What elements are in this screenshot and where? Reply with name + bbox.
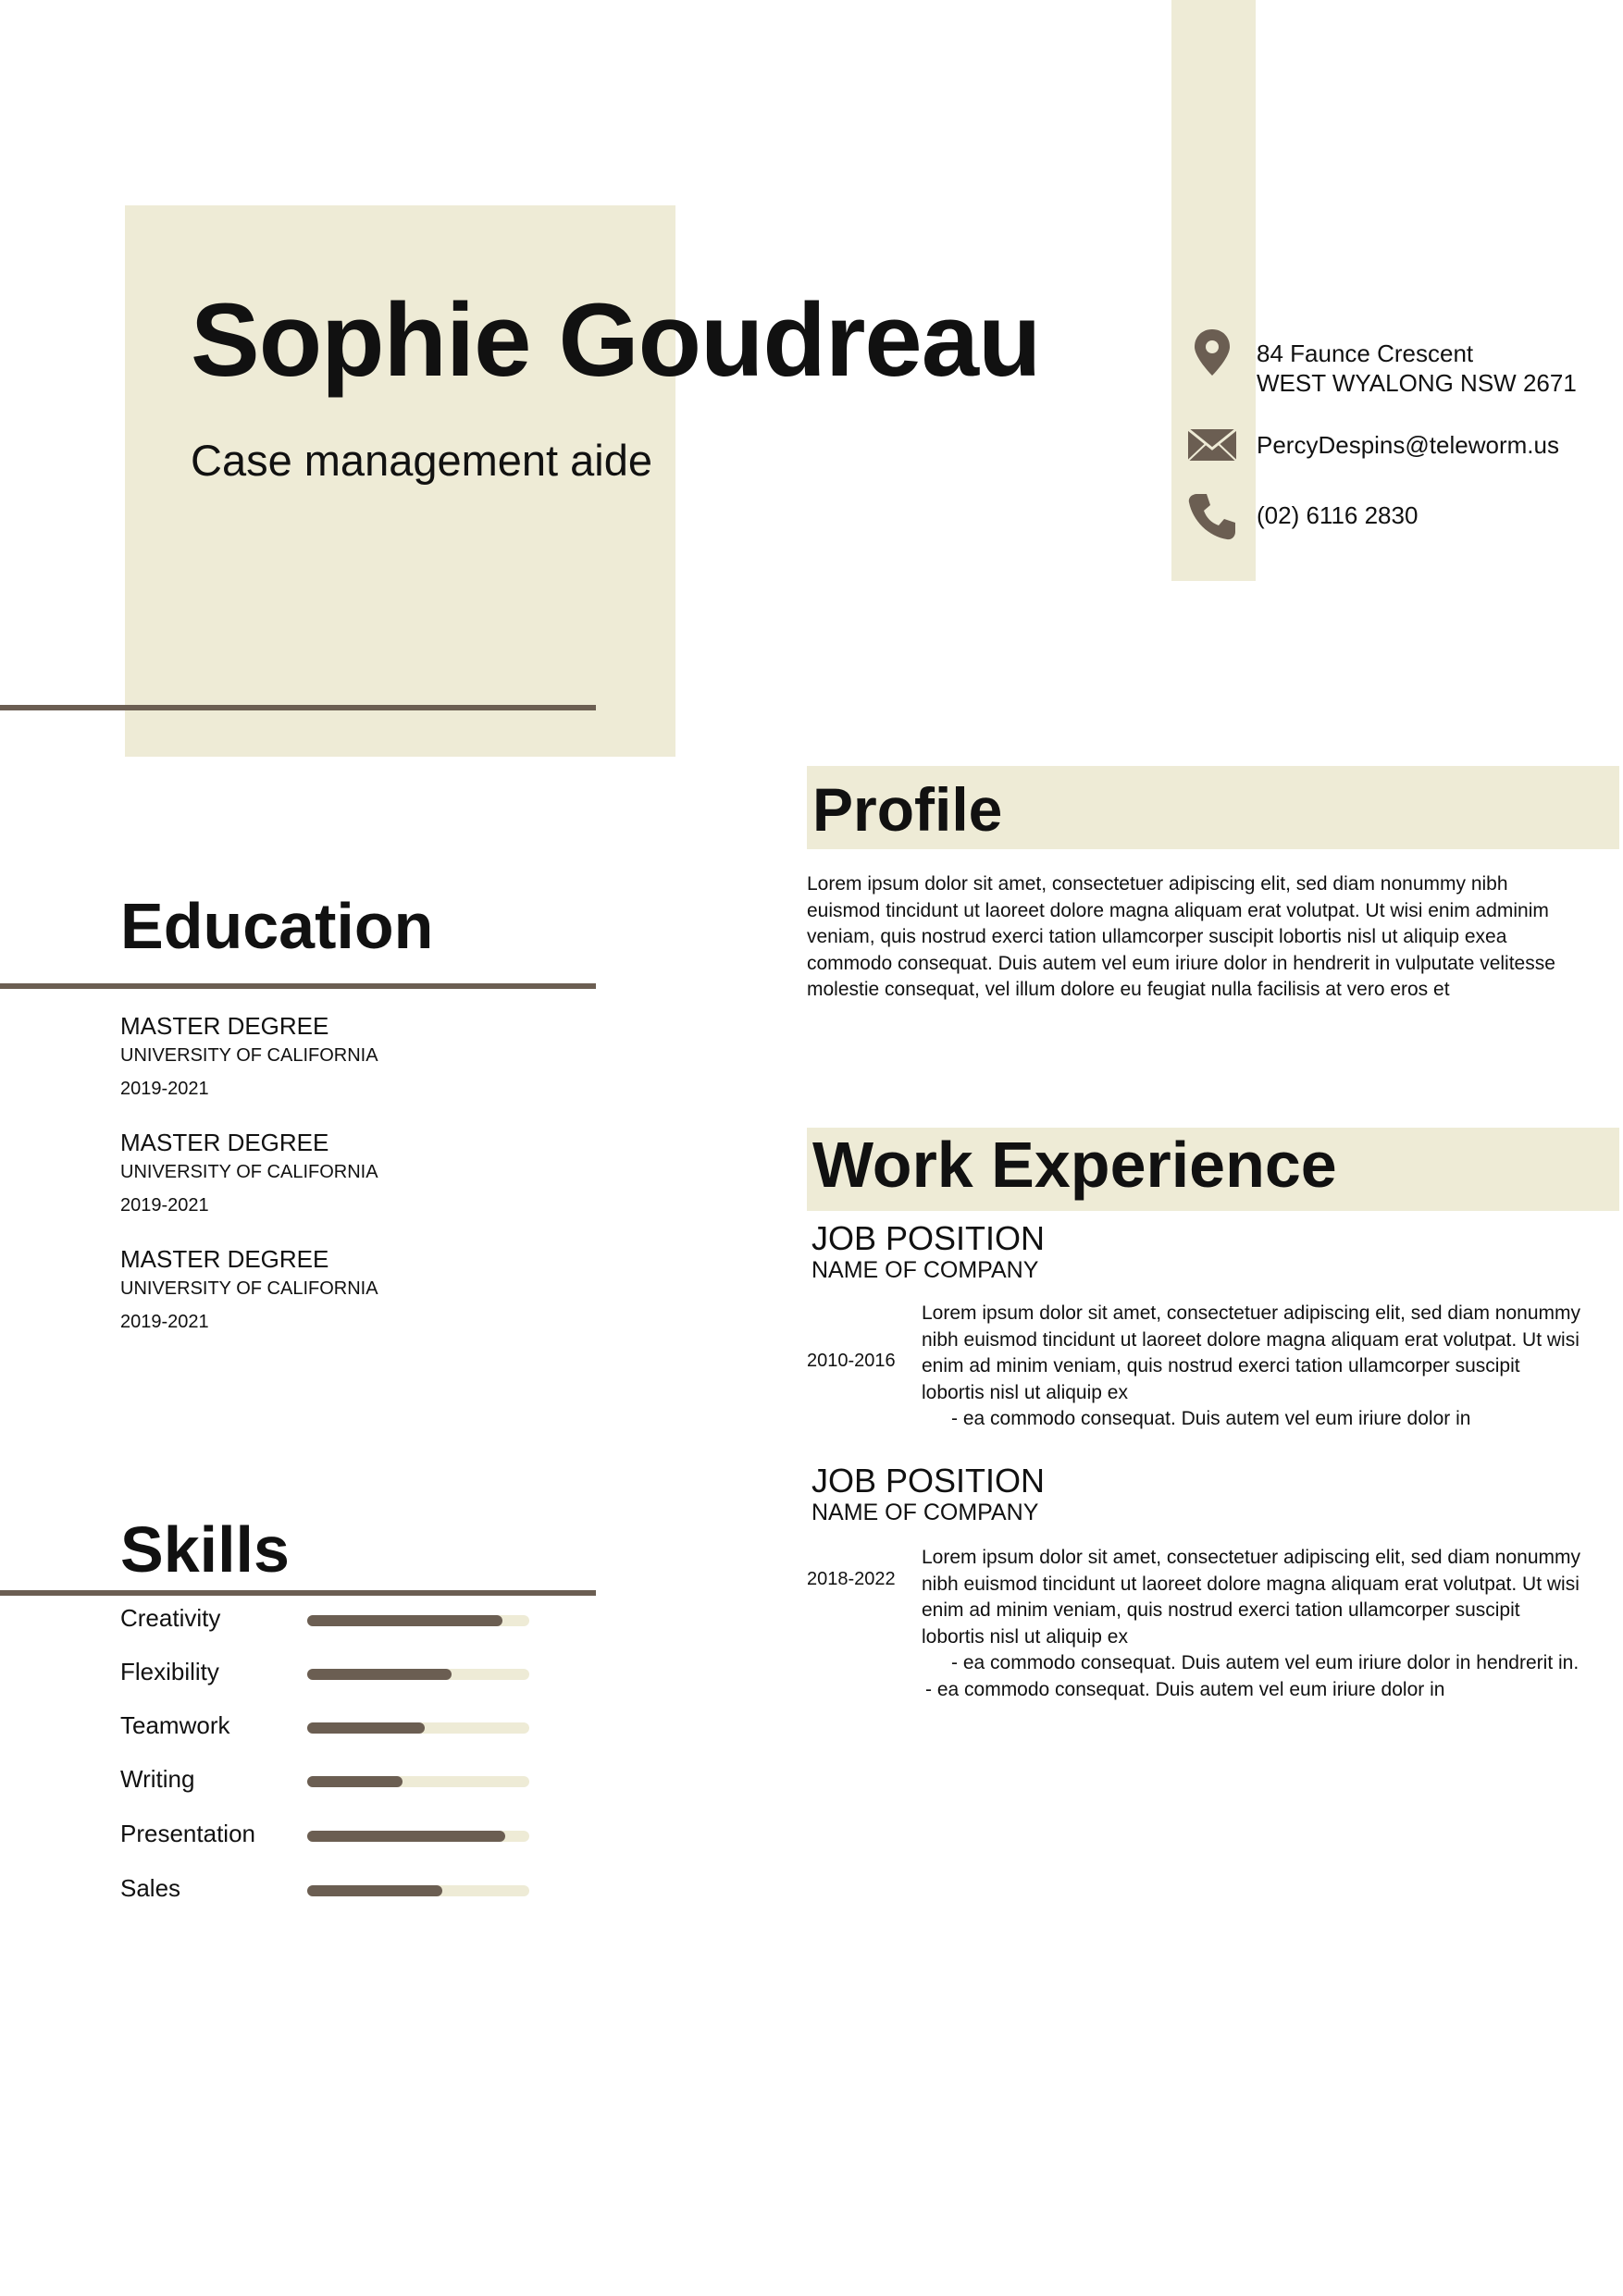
skill-name: Presentation (120, 1820, 255, 1847)
job-bullet: - ea commodo consequat. Duis autem vel eum iriure dolor in hendrerit in. (951, 1652, 1580, 1673)
skill-row (120, 1656, 546, 1693)
skill-row (120, 1872, 546, 1909)
skill-bar (307, 1669, 529, 1680)
education-heading: Education (120, 890, 434, 962)
skill-bar-fill (307, 1615, 502, 1626)
skill-name: Creativity (120, 1604, 221, 1632)
profile-text: Lorem ipsum dolor sit amet, consectetuer adipiscing elit, sed diam nonummy nibh euismod tincidunt ut laoreet dolore magna aliquam erat volutpat. Ut wisi enim adminim veniam, quis nostrud exerci tation ullamcorper suscipit lobortis nisl ut aliquip exea commodo consequat. Duis autem vel eum iriure dolor in hendrerit in vulputate velitesse molestie consequat, vel illum dolore eu feugiat nulla facilisis at vero eros et (807, 873, 1555, 1000)
phone-icon (1184, 488, 1240, 544)
education-item (120, 1010, 378, 1103)
envelope-icon (1184, 416, 1240, 472)
education-item (120, 1243, 378, 1336)
skill-bar (307, 1831, 529, 1842)
skill-bar (307, 1615, 529, 1626)
phone-number[interactable]: (02) 6116 2830 (1257, 501, 1419, 529)
education-school: UNIVERSITY OF CALIFORNIA (120, 1162, 378, 1182)
job-years: 2010-2016 (807, 1351, 896, 1371)
skill-row (120, 1710, 546, 1747)
job-description (922, 1545, 1588, 1703)
job-description (922, 1301, 1588, 1433)
skill-row (120, 1763, 546, 1800)
address-line-1: 84 Faunce Crescent (1257, 339, 1474, 367)
education-degree: MASTER DEGREE (120, 1129, 329, 1156)
address-line-2: WEST WYALONG NSW 2671 (1257, 369, 1577, 397)
email[interactable]: PercyDespins@teleworm.us (1257, 431, 1559, 459)
education-school: UNIVERSITY OF CALIFORNIA (120, 1278, 378, 1299)
location-pin-icon (1184, 326, 1240, 381)
education-school: UNIVERSITY OF CALIFORNIA (120, 1045, 378, 1066)
job-bullet: - ea commodo consequat. Duis autem vel eum iriure dolor in (951, 1408, 1471, 1429)
skill-bar-fill (307, 1885, 442, 1896)
job-description-text: Lorem ipsum dolor sit amet, consectetuer adipiscing elit, sed diam nonummy nibh euismod tincidunt ut laoreet dolore magna aliquam erat volutpat. Ut wisi enim ad minim veniam, quis nostrud exerci tation ullamcorper suscipit lobortis nisl ut aliquip ex (922, 1547, 1580, 1648)
education-years: 2019-2021 (120, 1195, 209, 1216)
skill-name: Sales (120, 1874, 181, 1902)
skill-bar (307, 1776, 529, 1787)
skill-name: Flexibility (120, 1658, 219, 1685)
education-years: 2019-2021 (120, 1079, 209, 1099)
education-years: 2019-2021 (120, 1312, 209, 1332)
skill-bar-fill (307, 1722, 425, 1734)
job-company: NAME OF COMPANY (812, 1257, 1039, 1283)
profile-heading: Profile (812, 775, 1003, 844)
skill-row (120, 1602, 546, 1639)
work-heading: Work Experience (812, 1129, 1337, 1201)
skills-heading: Skills (120, 1513, 290, 1586)
candidate-title: Case management aide (191, 436, 653, 485)
education-item (120, 1127, 378, 1219)
address (1257, 339, 1577, 398)
skill-name: Writing (120, 1765, 195, 1793)
skills-divider (0, 1590, 596, 1596)
job-position: JOB POSITION (812, 1219, 1046, 1257)
job-position: JOB POSITION (812, 1462, 1046, 1500)
skill-row (120, 1818, 546, 1855)
education-degree: MASTER DEGREE (120, 1012, 329, 1040)
job-description-text: Lorem ipsum dolor sit amet, consectetuer adipiscing elit, sed diam nonummy nibh euismod tincidunt ut laoreet dolore magna aliquam erat volutpat. Ut wisi enim ad minim veniam, quis nostrud exerci tation ullamcorper suscipit lobortis nisl ut aliquip ex (922, 1302, 1580, 1403)
education-divider (0, 983, 596, 989)
skill-bar-fill (307, 1669, 452, 1680)
job-entry (807, 1463, 1603, 1741)
skill-bar (307, 1885, 529, 1896)
header-divider (0, 705, 596, 710)
education-degree: MASTER DEGREE (120, 1245, 329, 1273)
job-company: NAME OF COMPANY (812, 1500, 1039, 1525)
skill-bar (307, 1722, 529, 1734)
job-years: 2018-2022 (807, 1569, 896, 1589)
skill-bar-fill (307, 1776, 403, 1787)
skill-name: Teamwork (120, 1711, 230, 1739)
job-entry (807, 1221, 1603, 1434)
skill-bar-fill (307, 1831, 505, 1842)
job-bullet: - ea commodo consequat. Duis autem vel eum iriure dolor in (925, 1678, 1445, 1700)
candidate-name: Sophie Goudreau (191, 282, 1041, 398)
